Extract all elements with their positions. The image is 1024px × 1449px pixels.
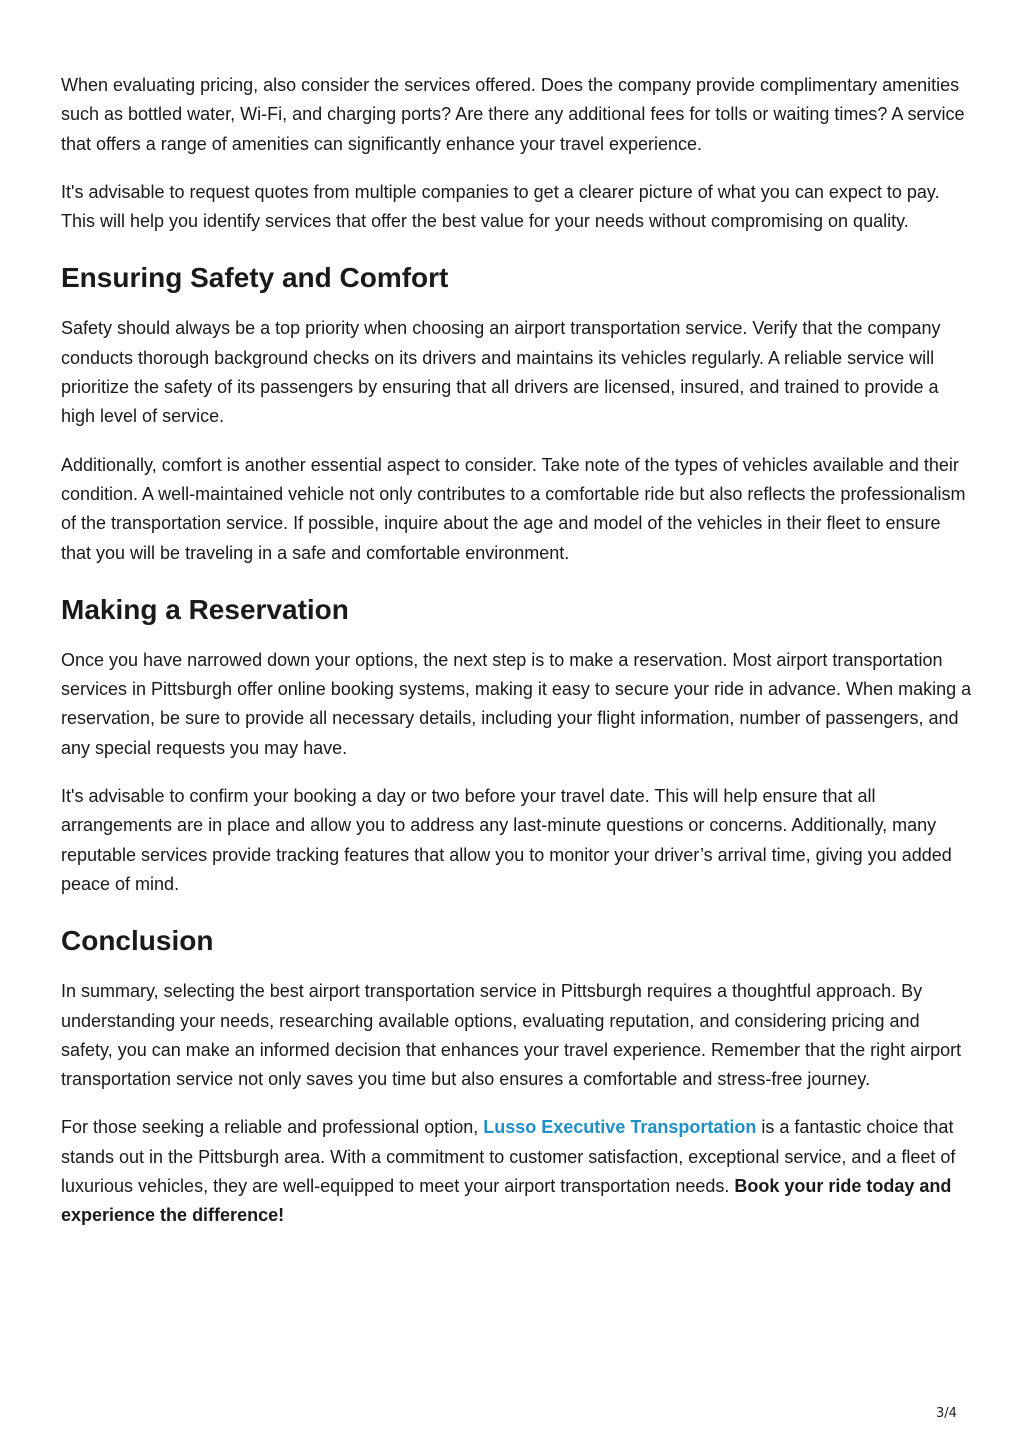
paragraph-pricing-amenities: When evaluating pricing, also consider the services offered. Does the company provide complimentary amenities such as bottled water, Wi-Fi, and charging ports? Are there any additional fees for tolls or waiting times? A service that offers a range of amenities can significantly enhance your travel experience. bbox=[61, 75, 965, 154]
heading-making-reservation: Making a Reservation bbox=[61, 593, 349, 625]
paragraph-reservation: Once you have narrowed down your options, the next step is to make a reservation. Most airport transportation services in Pittsburgh offer online booking systems, making it easy to secure your ride in advance. When making a reservation, be sure to provide all necessary details, including your flight information, number of passengers, and any special requests you may have. bbox=[61, 649, 972, 758]
paragraph-recommendation bbox=[61, 1113, 973, 1230]
recommendation-text-start: For those seeking a reliable and professional option, bbox=[61, 1117, 484, 1138]
paragraph-safety: Safety should always be a top priority when choosing an airport transportation service. Verify that the company conducts thorough background checks on its drivers and maintains its vehicles regularly. A reliable service will prioritize the safety of its passengers by ensuring that all drivers are licensed, insured, and trained to provide a high level of service. bbox=[61, 318, 941, 427]
recommendation-text-middle: is a fantastic choice that stands out in the Pittsburgh area. With a commitment to customer satisfaction, exceptional service, and a fleet of luxurious vehicles, they are well-equipped to meet your airport transportation needs. bbox=[61, 1117, 956, 1197]
paragraph-confirm-booking: It's advisable to confirm your booking a day or two before your travel date. This will help ensure that all arrangements are in place and allow you to address any last-minute questions or concerns. Additionally, many reputable services provide tracking features that allow you to monitor your driver’s arrival time, giving you added peace of mind. bbox=[61, 786, 952, 894]
paragraph-request-quotes: It's advisable to request quotes from multiple companies to get a clearer picture of what you can expect to pay. This will help you identify services that offer the best value for your needs without compromising on quality. bbox=[61, 181, 940, 232]
paragraph-comfort: Additionally, comfort is another essential aspect to consider. Take note of the types of vehicles available and their condition. A well-maintained vehicle not only contributes to a comfortable ride but also reflects the professionalism of the transportation service. If possible, inquire about the age and model of the vehicles in their fleet to ensure that you will be traveling in a safe and comfortable environment. bbox=[61, 454, 966, 563]
heading-conclusion: Conclusion bbox=[61, 925, 214, 957]
call-to-action-text: Book your ride today and experience the difference! bbox=[61, 1176, 952, 1226]
paragraph-summary: In summary, selecting the best airport transportation service in Pittsburgh requires a thoughtful approach. By understanding your needs, researching available options, evaluating reputation, and considering pricing and safety, you can make an informed decision that enhances your travel experience. Remember that the right airport transportation service not only saves you time but also ensures a comfortable and stress-free journey. bbox=[61, 981, 962, 1090]
document-page bbox=[61, 71, 973, 1250]
heading-safety-comfort: Ensuring Safety and Comfort bbox=[61, 262, 449, 294]
page-number: 3/4 bbox=[936, 1406, 957, 1421]
lusso-executive-transportation-link[interactable]: Lusso Executive Transportation bbox=[483, 1117, 757, 1138]
